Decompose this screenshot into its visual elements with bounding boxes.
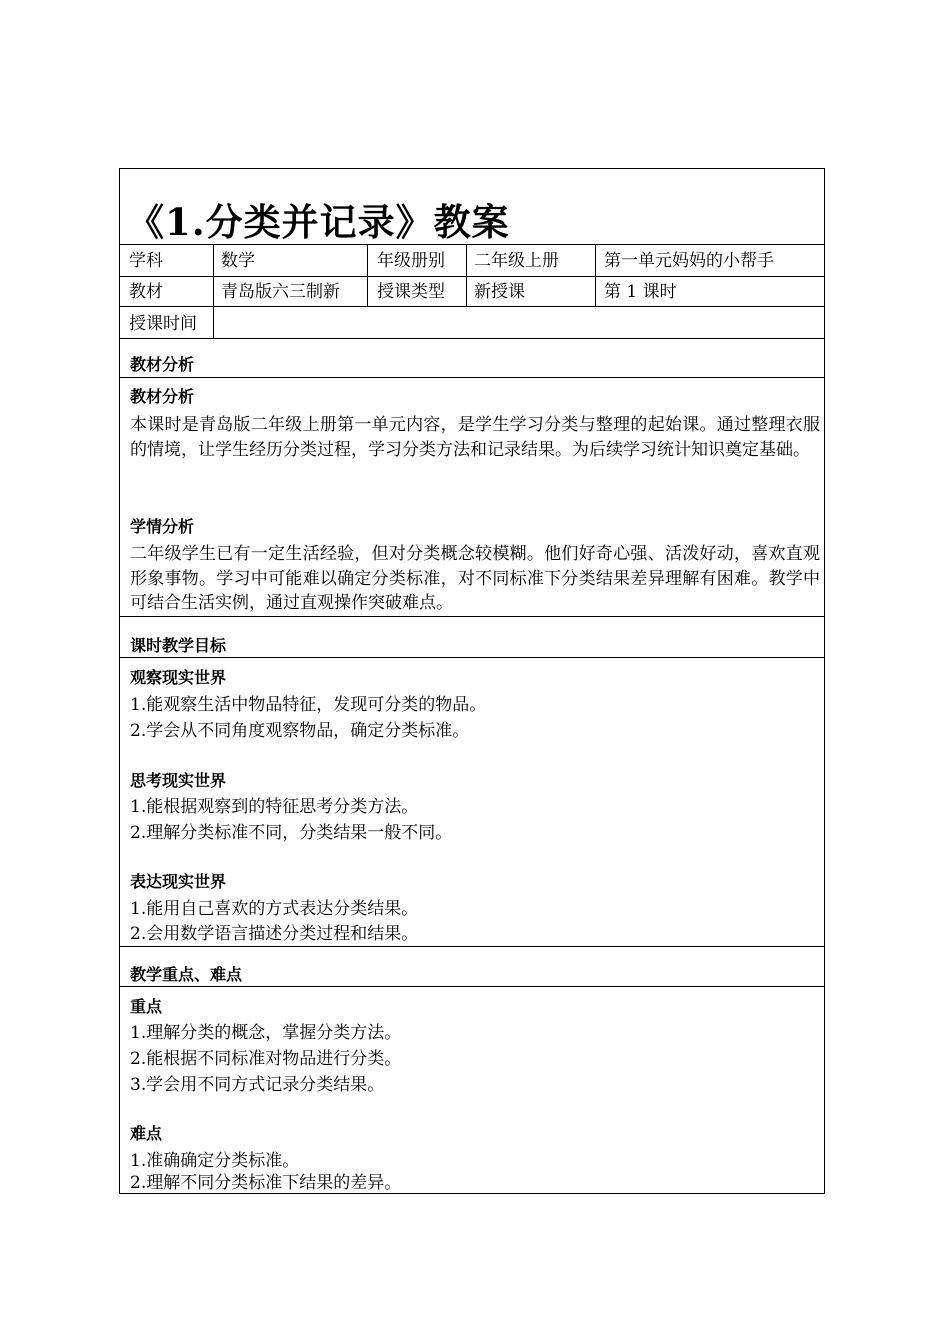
hard-item: 2.理解不同分类标准下结果的差异。	[130, 1173, 402, 1193]
divider	[120, 946, 824, 947]
divider	[120, 377, 824, 378]
student-text: 二年级学生已有一定生活经验，但对分类概念较模糊。他们好奇心强、活泼好动，喜欢直观形象事物。学习中可能难以确定分类标准，对不同标准下分类结果差异理解有困难。教学中可结合生活实例，通过直观操作突破难点。	[130, 544, 820, 613]
key-item: 1.理解分类的概念，掌握分类方法。	[130, 1023, 402, 1043]
divider	[213, 244, 214, 338]
cell-subject-value: 数学	[221, 251, 255, 271]
think-heading: 思考现实世界	[130, 771, 227, 790]
divider	[120, 338, 824, 339]
key-item: 2.能根据不同标准对物品进行分类。	[130, 1049, 402, 1069]
key-item: 3.学会用不同方式记录分类结果。	[130, 1075, 385, 1095]
section-title-goals: 课时教学目标	[130, 636, 227, 655]
key-heading: 重点	[130, 997, 163, 1016]
express-heading: 表达现实世界	[130, 872, 227, 891]
observe-heading: 观察现实世界	[130, 668, 227, 687]
think-item: 1.能根据观察到的特征思考分类方法。	[130, 797, 419, 817]
cell-grade-value: 二年级上册	[474, 251, 559, 271]
cell-type-value: 新授课	[474, 282, 525, 302]
material-text: 本课时是青岛版二年级上册第一单元内容，是学生学习分类与整理的起始课。通过整理衣服的情境，让学生经历分类过程，学习分类方法和记录结果。为后续学习统计知识奠定基础。	[130, 415, 820, 460]
hard-heading: 难点	[130, 1124, 163, 1143]
cell-subject-label: 学科	[129, 251, 163, 271]
divider	[120, 616, 824, 617]
material-heading: 教材分析	[130, 387, 195, 406]
cell-period-value: 第 1 课时	[604, 282, 677, 302]
cell-type-label: 授课类型	[377, 282, 445, 302]
cell-textbook-label: 教材	[129, 282, 163, 302]
student-heading: 学情分析	[130, 517, 195, 536]
cell-grade-label: 年级册别	[377, 251, 445, 271]
express-item: 2.会用数学语言描述分类过程和结果。	[130, 924, 419, 944]
divider	[367, 244, 368, 306]
divider	[120, 244, 824, 245]
divider	[120, 276, 824, 277]
lesson-plan-table	[119, 168, 825, 1194]
divider	[595, 244, 596, 306]
cell-textbook-value: 青岛版六三制新	[221, 282, 340, 302]
observe-item: 1.能观察生活中物品特征，发现可分类的物品。	[130, 695, 487, 715]
hard-item: 1.准确确定分类标准。	[130, 1151, 300, 1171]
section-title-analysis: 教材分析	[130, 355, 195, 374]
cell-unit-value: 第一单元妈妈的小帮手	[604, 251, 774, 271]
page-title: 《1.分类并记录》教案	[127, 200, 510, 244]
cell-time-label: 授课时间	[129, 314, 197, 334]
express-item: 1.能用自己喜欢的方式表达分类结果。	[130, 899, 419, 919]
divider	[466, 244, 467, 306]
think-item: 2.理解分类标准不同，分类结果一般不同。	[130, 823, 453, 843]
observe-item: 2.学会从不同角度观察物品，确定分类标准。	[130, 721, 470, 741]
section-title-keypoints: 教学重点、难点	[130, 965, 243, 984]
divider	[120, 306, 824, 307]
